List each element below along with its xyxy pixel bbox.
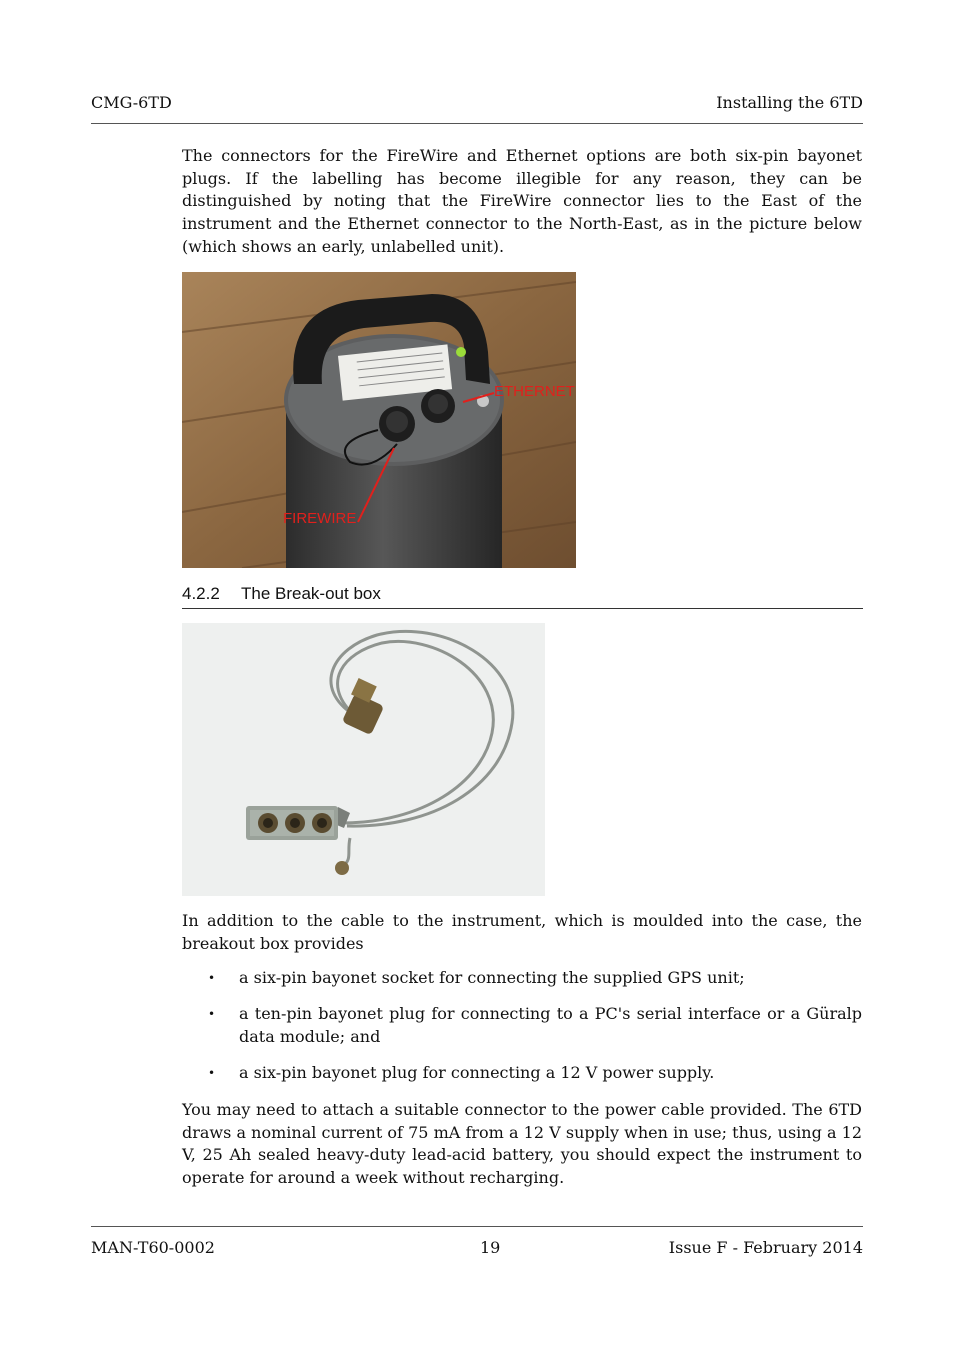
footer-page-number: 19 <box>480 1238 501 1257</box>
breakout-intro-block <box>182 910 862 955</box>
power-paragraph: You may need to attach a suitable connector to the power cable provided. The 6TD draws a nominal current of 75 mA from a 12 V supply when in use; thus, using a 12 V, 25 Ah sealed heavy-duty lead-acid battery, you should expect the instrument to operate for around a week without recharging. <box>182 1100 862 1188</box>
instrument-photo <box>182 272 576 568</box>
firewire-annotation: FIREWIRE <box>283 510 357 527</box>
intro-block <box>182 145 862 259</box>
list-item <box>208 1062 862 1085</box>
bullet-icon: • <box>208 1066 216 1081</box>
list-item-text: a six-pin bayonet socket for connecting the supplied GPS unit; <box>239 968 745 987</box>
breakout-box-illustration <box>182 623 545 896</box>
section-heading <box>182 583 863 609</box>
list-item-text: a six-pin bayonet plug for connecting a 12 V power supply. <box>239 1063 715 1083</box>
ethernet-annotation: ETHERNET <box>494 383 575 400</box>
header-doc-title: CMG-6TD <box>91 93 172 112</box>
bullet-icon: • <box>208 1007 216 1022</box>
breakout-paragraph: In addition to the cable to the instrument, which is moulded into the case, the breakout box provides <box>182 911 862 953</box>
list-item <box>208 1003 862 1048</box>
footer-doc-number: MAN-T60-0002 <box>91 1238 215 1257</box>
footer-issue: Issue F - February 2014 <box>668 1238 863 1257</box>
intro-paragraph: The connectors for the FireWire and Ethernet options are both six-pin bayonet plugs. If the labelling has become illegible for any reason, they can be distinguished by noting that the FireWire connector lies to the East of the instrument and the Ethernet connector to the North-East, as in the picture below (which shows an early, unlabelled unit). <box>182 146 862 256</box>
list-item <box>208 967 862 990</box>
breakout-feature-list <box>208 967 862 1098</box>
section-title: The Break-out box <box>241 584 381 603</box>
page-footer <box>91 1226 863 1257</box>
section-number: 4.2.2 <box>182 584 220 603</box>
power-block <box>182 1099 862 1190</box>
instrument-photo-illustration <box>182 272 576 568</box>
header-chapter-title: Installing the 6TD <box>716 93 863 112</box>
list-item-text: a ten-pin bayonet plug for connecting to a PC's serial interface or a Güralp data module; and <box>239 1004 862 1046</box>
bullet-icon: • <box>208 971 216 985</box>
breakout-box-photo <box>182 623 545 896</box>
page-header <box>91 91 863 124</box>
